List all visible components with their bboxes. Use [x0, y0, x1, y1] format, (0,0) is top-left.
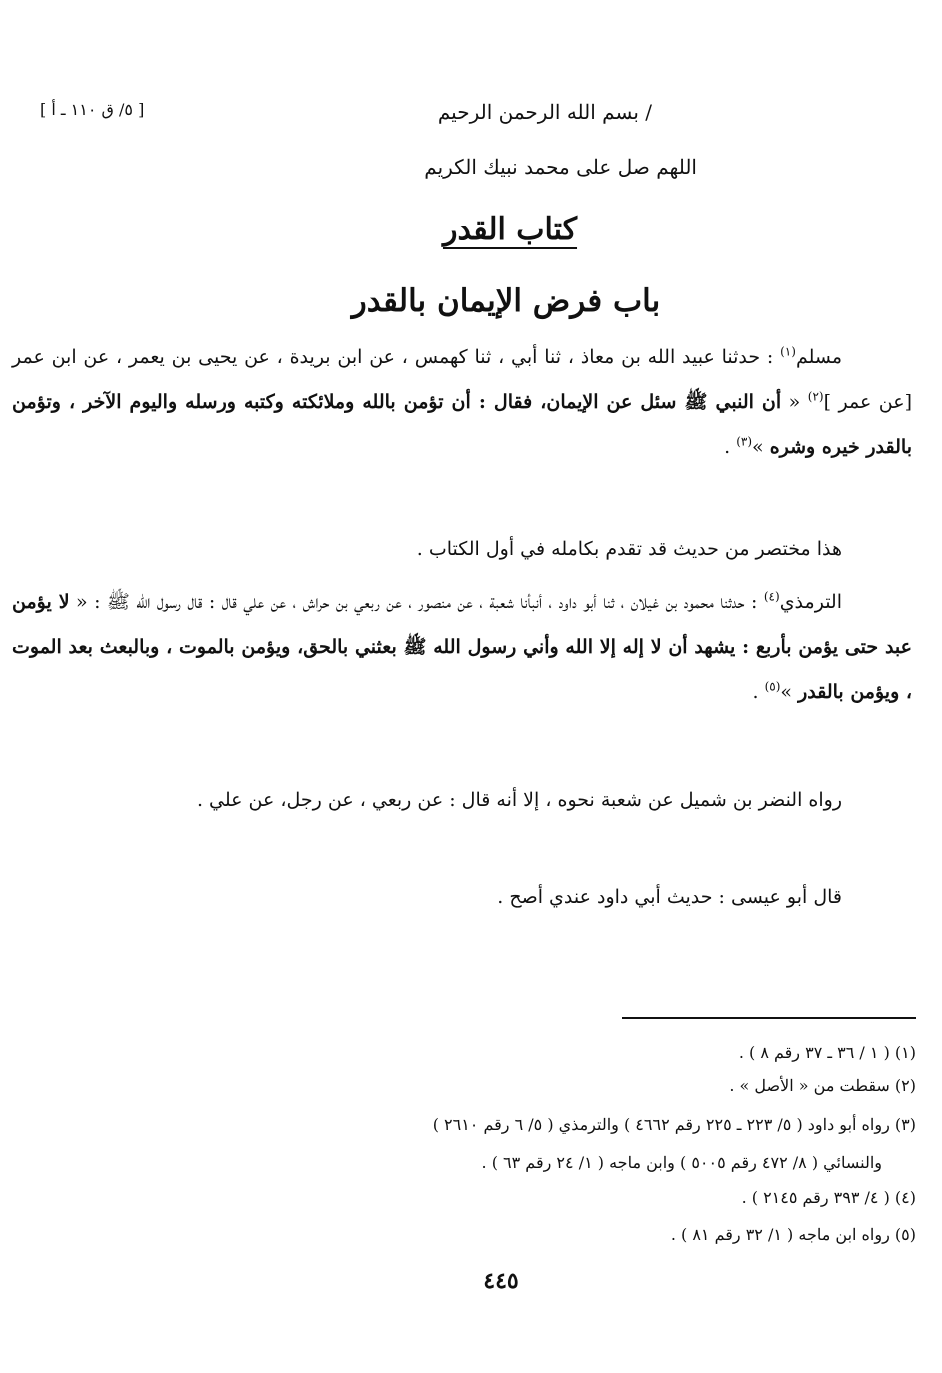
paragraph-nadr [12, 778, 912, 823]
paragraph-note [12, 527, 912, 572]
footnote-5: (٥) رواه ابن ماجه ( ١/ ٣٢ رقم ٨١ ) . [670, 1225, 916, 1244]
quote-open: « [781, 391, 808, 413]
footnote-ref-4: (٤) [763, 589, 780, 604]
manuscript-reference: [ ٥/ ق ١١٠ ـ أ ] [40, 100, 145, 119]
narration-text: رواه النضر بن شميل عن شعبة نحوه ، إلا أنه قال : عن ربعي ، عن رجل، عن علي . [196, 789, 842, 811]
footnote-ref-3: (٣) [736, 434, 753, 449]
footnote-4: (٤) ( ٤/ ٣٩٣ رقم ٢١٤٥ ) . [741, 1188, 916, 1207]
quote-close: » [780, 681, 799, 703]
book-title-text: كتاب القدر [442, 212, 578, 247]
footnote-ref-5: (٥) [764, 679, 781, 694]
hadith-text: لا يؤمن عبد حتى يؤمن بأربع : يشهد أن لا إله إلا الله وأني رسول الله ﷺ بعثني بالحق، ويؤمن بالموت ، وبالبعث بعد الموت ، ويؤمن بالقدر [12, 591, 912, 703]
footnote-3-continuation: والنسائي ( ٨/ ٤٧٢ رقم ٥٠٠٥ ) وابن ماجه ( ١/ ٢٤ رقم ٦٣ ) . [481, 1153, 882, 1172]
period: . [752, 681, 765, 703]
page-number: ٤٤٥ [483, 1268, 519, 1294]
footnote-2: (٢) سقطت من « الأصل » . [729, 1076, 916, 1095]
isnad-text: : حدثنا محمود بن غيلان ، ثنا أبو داود ، أنبأنا شعبة ، عن منصور ، عن ربعي بن حراش ، عن علي قال : قال رسول الله ﷺ : « [69, 591, 764, 613]
footnote-separator [622, 1017, 916, 1019]
paragraph-lead: مسلم [795, 346, 842, 368]
footnote-ref-1: (١) [780, 344, 796, 359]
period: . [724, 436, 737, 458]
paragraph-muslim [12, 335, 912, 470]
paragraph-lead: الترمذي [779, 591, 842, 613]
paragraph-tirmidhi [12, 580, 912, 715]
hadith-text: أن النبي ﷺ سئل عن الإيمان، فقال : أن تؤمن بالله وملائكته وكتبه ورسله واليوم الآخر ، وتؤمن بالقدر خيره وشره [12, 391, 912, 458]
paragraph-abu-isa [12, 875, 912, 920]
book-title [0, 212, 942, 247]
salawat-line: اللهم صل على محمد نبيك الكريم [424, 155, 697, 179]
footnote-3: (٣) رواه أبو داود ( ٥/ ٢٢٣ ـ ٢٢٥ رقم ٤٦٦٢ ) والترمذي ( ٥/ ٦ رقم ٢٦١٠ ) [432, 1115, 916, 1134]
isnad-text: : حدثنا عبيد الله بن معاذ ، ثنا أبي ، ثنا كهمس ، عن ابن بريدة ، عن يحيى بن يعمر ، عن ابن عمر [عن عمر ] [12, 346, 912, 413]
comment-text: قال أبو عيسى : حديث أبي داود عندي أصح . [497, 886, 842, 908]
note-text: هذا مختصر من حديث قد تقدم بكامله في أول الكتاب . [416, 538, 842, 560]
basmala: / بسم الله الرحمن الرحيم [437, 100, 652, 124]
chapter-title: باب فرض الإيمان بالقدر [351, 283, 661, 319]
quote-close: » [752, 436, 770, 458]
footnote-ref-2: (٢) [807, 389, 824, 404]
footnote-1: (١) ( ١ / ٣٦ ـ ٣٧ رقم ٨ ) . [738, 1043, 916, 1062]
